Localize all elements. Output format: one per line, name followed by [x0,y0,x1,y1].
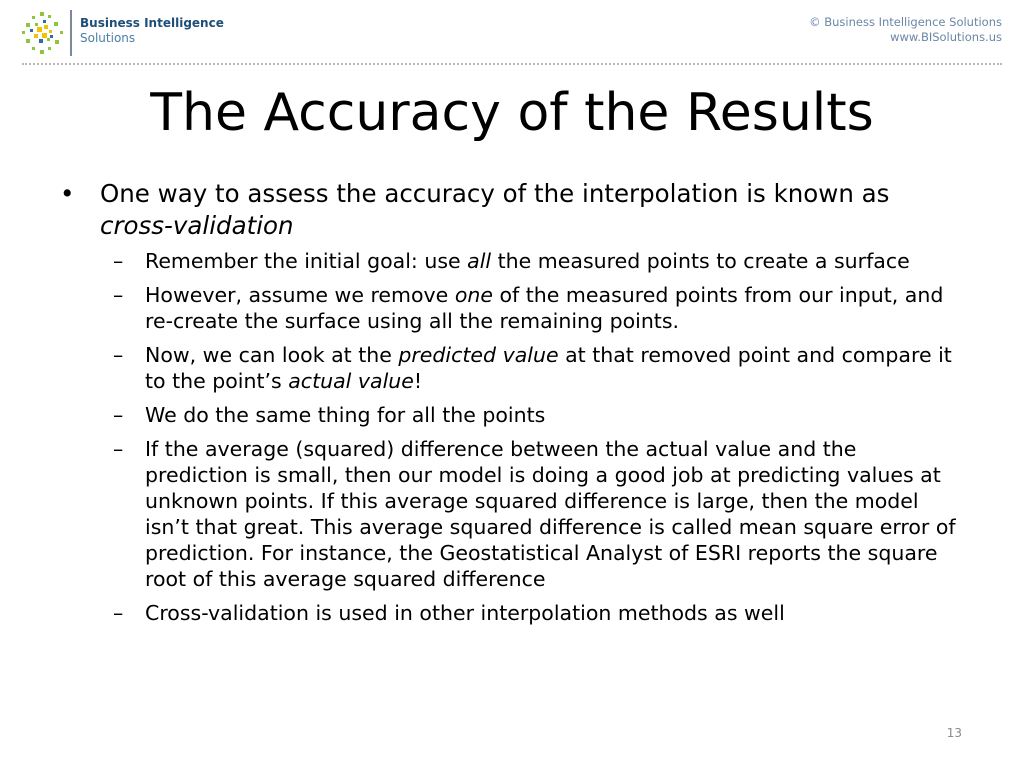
sub-bullet-emphasis: one [454,283,493,307]
website-text: www.BISolutions.us [890,30,1002,44]
logo-text-secondary: Solutions [80,31,136,45]
sub-bullet [60,282,965,334]
sub-bullet-text: the measured points to create a surface [491,249,910,273]
logo-divider [70,10,72,56]
main-bullet-text: One way to assess the accuracy of the interpolation is known as [100,179,890,208]
header-divider [22,63,1002,65]
slide-body [60,178,965,634]
sub-bullet [60,436,965,592]
main-bullet [60,178,965,242]
sub-bullet-text: We do the same thing for all the points [145,403,546,427]
sub-bullet [60,248,965,274]
sub-bullet-emphasis: predicted value [398,343,559,367]
page-number: 13 [946,726,962,740]
sub-bullet-text: Now, we can look at the [145,343,399,367]
sub-bullet-text: ! [413,369,423,393]
sub-bullet-text: of the measured points from our input, and re-create the surface using all the remaining points. [145,283,944,333]
sub-bullet-text: However, assume we remove [145,283,455,307]
copyright-text: © Business Intelligence Solutions [809,15,1002,29]
logo-text-primary: Business Intelligence [80,16,224,30]
sub-bullet-emphasis: all [467,249,492,273]
company-logo [20,8,224,58]
sub-bullet-text: If the average (squared) difference between the actual value and the prediction is small, then our model is doing a good job at predicting values at unknown points. If this average squared difference is large, then the model isn’t that great. This average squared difference is called mean square error of prediction. For instance, the Geostatistical Analyst of ESRI reports the square root of this average squared difference [145,437,956,591]
main-bullet-emphasis: cross-validation [100,211,294,240]
slide-title: The Accuracy of the Results [150,83,874,143]
sub-bullet-text: Cross-validation is used in other interpolation methods as well [145,601,785,625]
sub-bullet [60,342,965,394]
sub-bullet [60,402,965,428]
sub-bullet-text: Remember the initial goal: use [145,249,468,273]
logo-mark-icon [20,10,66,56]
sub-bullet-emphasis: actual value [288,369,414,393]
sub-bullet [60,600,965,626]
copyright-block [809,15,1002,45]
sub-bullet-text: at that removed point and compare it to the point’s [145,343,952,393]
